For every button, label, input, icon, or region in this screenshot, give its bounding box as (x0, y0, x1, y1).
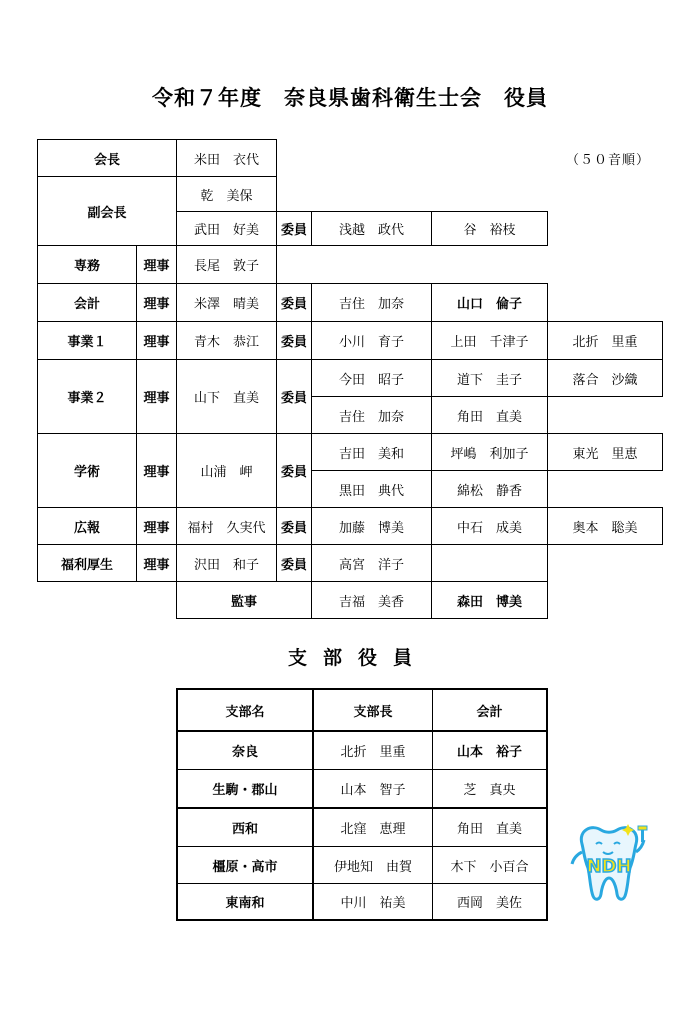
iin-gakujutsu-2: 坪嶋 利加子 (431, 433, 548, 471)
role-kaikei: 会計 (37, 283, 137, 322)
rij-fukuri: 理事 (136, 544, 177, 582)
iin-fukukaicho-2: 谷 裕枝 (431, 211, 548, 246)
iin-label-jigyo2: 委員 (276, 359, 312, 434)
branch-row-name: 生駒・郡山 (212, 783, 278, 798)
iin-fukukaicho-1: 浅越 政代 (311, 211, 432, 246)
branch-row-name: 橿原・高市 (212, 859, 278, 875)
role-koho: 広報 (37, 507, 137, 545)
iin-gakujutsu-5: 綿松 静香 (431, 470, 548, 508)
order-note: （５０音順） (566, 153, 651, 168)
iin-label-kaikei: 委員 (276, 283, 312, 322)
name-fukukaicho-2: 武田 好美 (176, 211, 277, 246)
rij-kaikei: 理事 (136, 283, 177, 322)
iin-label-koho: 委員 (276, 507, 312, 545)
kanji-2: 森田 博美 (431, 581, 548, 619)
iin-jigyo1-2: 上田 千津子 (431, 321, 548, 360)
name-fukukaicho-1: 乾 美保 (176, 176, 277, 212)
branch-row-chief: 山本 智子 (340, 783, 406, 798)
name-kaicho: 米田 衣代 (176, 139, 277, 177)
rij-koho: 理事 (136, 507, 177, 545)
role-jigyo1: 事業１ (37, 321, 137, 360)
iin-label-jigyo1: 委員 (276, 321, 312, 360)
branch-row-name: 東南和 (225, 896, 265, 911)
iin-jigyo2-2: 道下 圭子 (431, 359, 548, 397)
role-kanji: 監事 (176, 581, 312, 619)
branch-header-chief: 支部長 (353, 704, 393, 720)
page-title: 令和７年度 奈良県歯科衛生士会 役員 (152, 86, 548, 110)
branch-row-chief: 伊地知 由賀 (333, 859, 412, 875)
rij-jigyo2: 理事 (136, 359, 177, 434)
name-kaikei: 米澤 晴美 (176, 283, 277, 322)
iin-gakujutsu-4: 黒田 典代 (311, 470, 432, 508)
role-fukukaicho: 副会長 (37, 176, 177, 246)
kanji-1: 吉福 美香 (311, 581, 432, 619)
name-fukuri: 沢田 和子 (176, 544, 277, 582)
rij-gakujutsu: 理事 (136, 433, 177, 508)
role-fukuri: 福利厚生 (37, 544, 137, 582)
role-gakujutsu: 学術 (37, 433, 137, 508)
branch-row-treasurer: 木下 小百合 (450, 859, 529, 875)
branch-header-name: 支部名 (225, 704, 265, 720)
logo-text: NDH (586, 856, 632, 877)
iin-label-fukukaicho: 委員 (276, 211, 312, 246)
iin-fukuri-2 (431, 544, 548, 582)
iin-gakujutsu-3: 東光 里恵 (547, 433, 663, 471)
branch-row-treasurer: 角田 直美 (456, 822, 522, 837)
name-koho: 福村 久実代 (176, 507, 277, 545)
iin-label-gakujutsu: 委員 (276, 433, 312, 508)
iin-fukuri-1: 高宮 洋子 (311, 544, 432, 582)
iin-koho-2: 中石 成美 (431, 507, 548, 545)
role-jigyo2: 事業２ (37, 359, 137, 434)
role-kaicho: 会長 (37, 139, 177, 177)
iin-jigyo2-1: 今田 昭子 (311, 359, 432, 397)
iin-jigyo2-5: 角田 直美 (431, 396, 548, 434)
branch-row-chief: 北折 里重 (340, 745, 406, 760)
iin-jigyo1-3: 北折 里重 (547, 321, 663, 360)
iin-koho-3: 奥本 聡美 (547, 507, 663, 545)
rij-senmu: 理事 (136, 245, 177, 284)
branch-row-chief: 中川 祐美 (340, 896, 406, 911)
iin-kaikei-2: 山口 倫子 (431, 283, 548, 322)
name-gakujutsu: 山浦 岬 (176, 433, 277, 508)
branch-row-treasurer: 芝 真央 (463, 783, 516, 798)
branch-row-treasurer: 山本 裕子 (456, 745, 522, 760)
name-jigyo2: 山下 直美 (176, 359, 277, 434)
iin-label-fukuri: 委員 (276, 544, 312, 582)
iin-kaikei-1: 吉住 加奈 (311, 283, 432, 322)
branch-row-chief: 北窪 恵理 (340, 822, 406, 837)
role-senmu: 専務 (37, 245, 137, 284)
name-senmu: 長尾 敦子 (176, 245, 277, 284)
rij-jigyo1: 理事 (136, 321, 177, 360)
iin-jigyo2-3: 落合 沙織 (547, 359, 663, 397)
branch-row-name: 西和 (231, 822, 258, 837)
branch-row-name: 奈良 (231, 745, 258, 760)
ndh-tooth-logo-icon (568, 822, 650, 902)
iin-gakujutsu-1: 吉田 美和 (311, 433, 432, 471)
name-jigyo1: 青木 恭江 (176, 321, 277, 360)
branch-header-treasurer: 会計 (476, 704, 503, 720)
iin-koho-1: 加藤 博美 (311, 507, 432, 545)
branch-title: 支部役員 (287, 647, 428, 669)
iin-jigyo1-1: 小川 育子 (311, 321, 432, 360)
iin-jigyo2-4: 吉住 加奈 (311, 396, 432, 434)
branch-row-treasurer: 西岡 美佐 (456, 896, 522, 911)
